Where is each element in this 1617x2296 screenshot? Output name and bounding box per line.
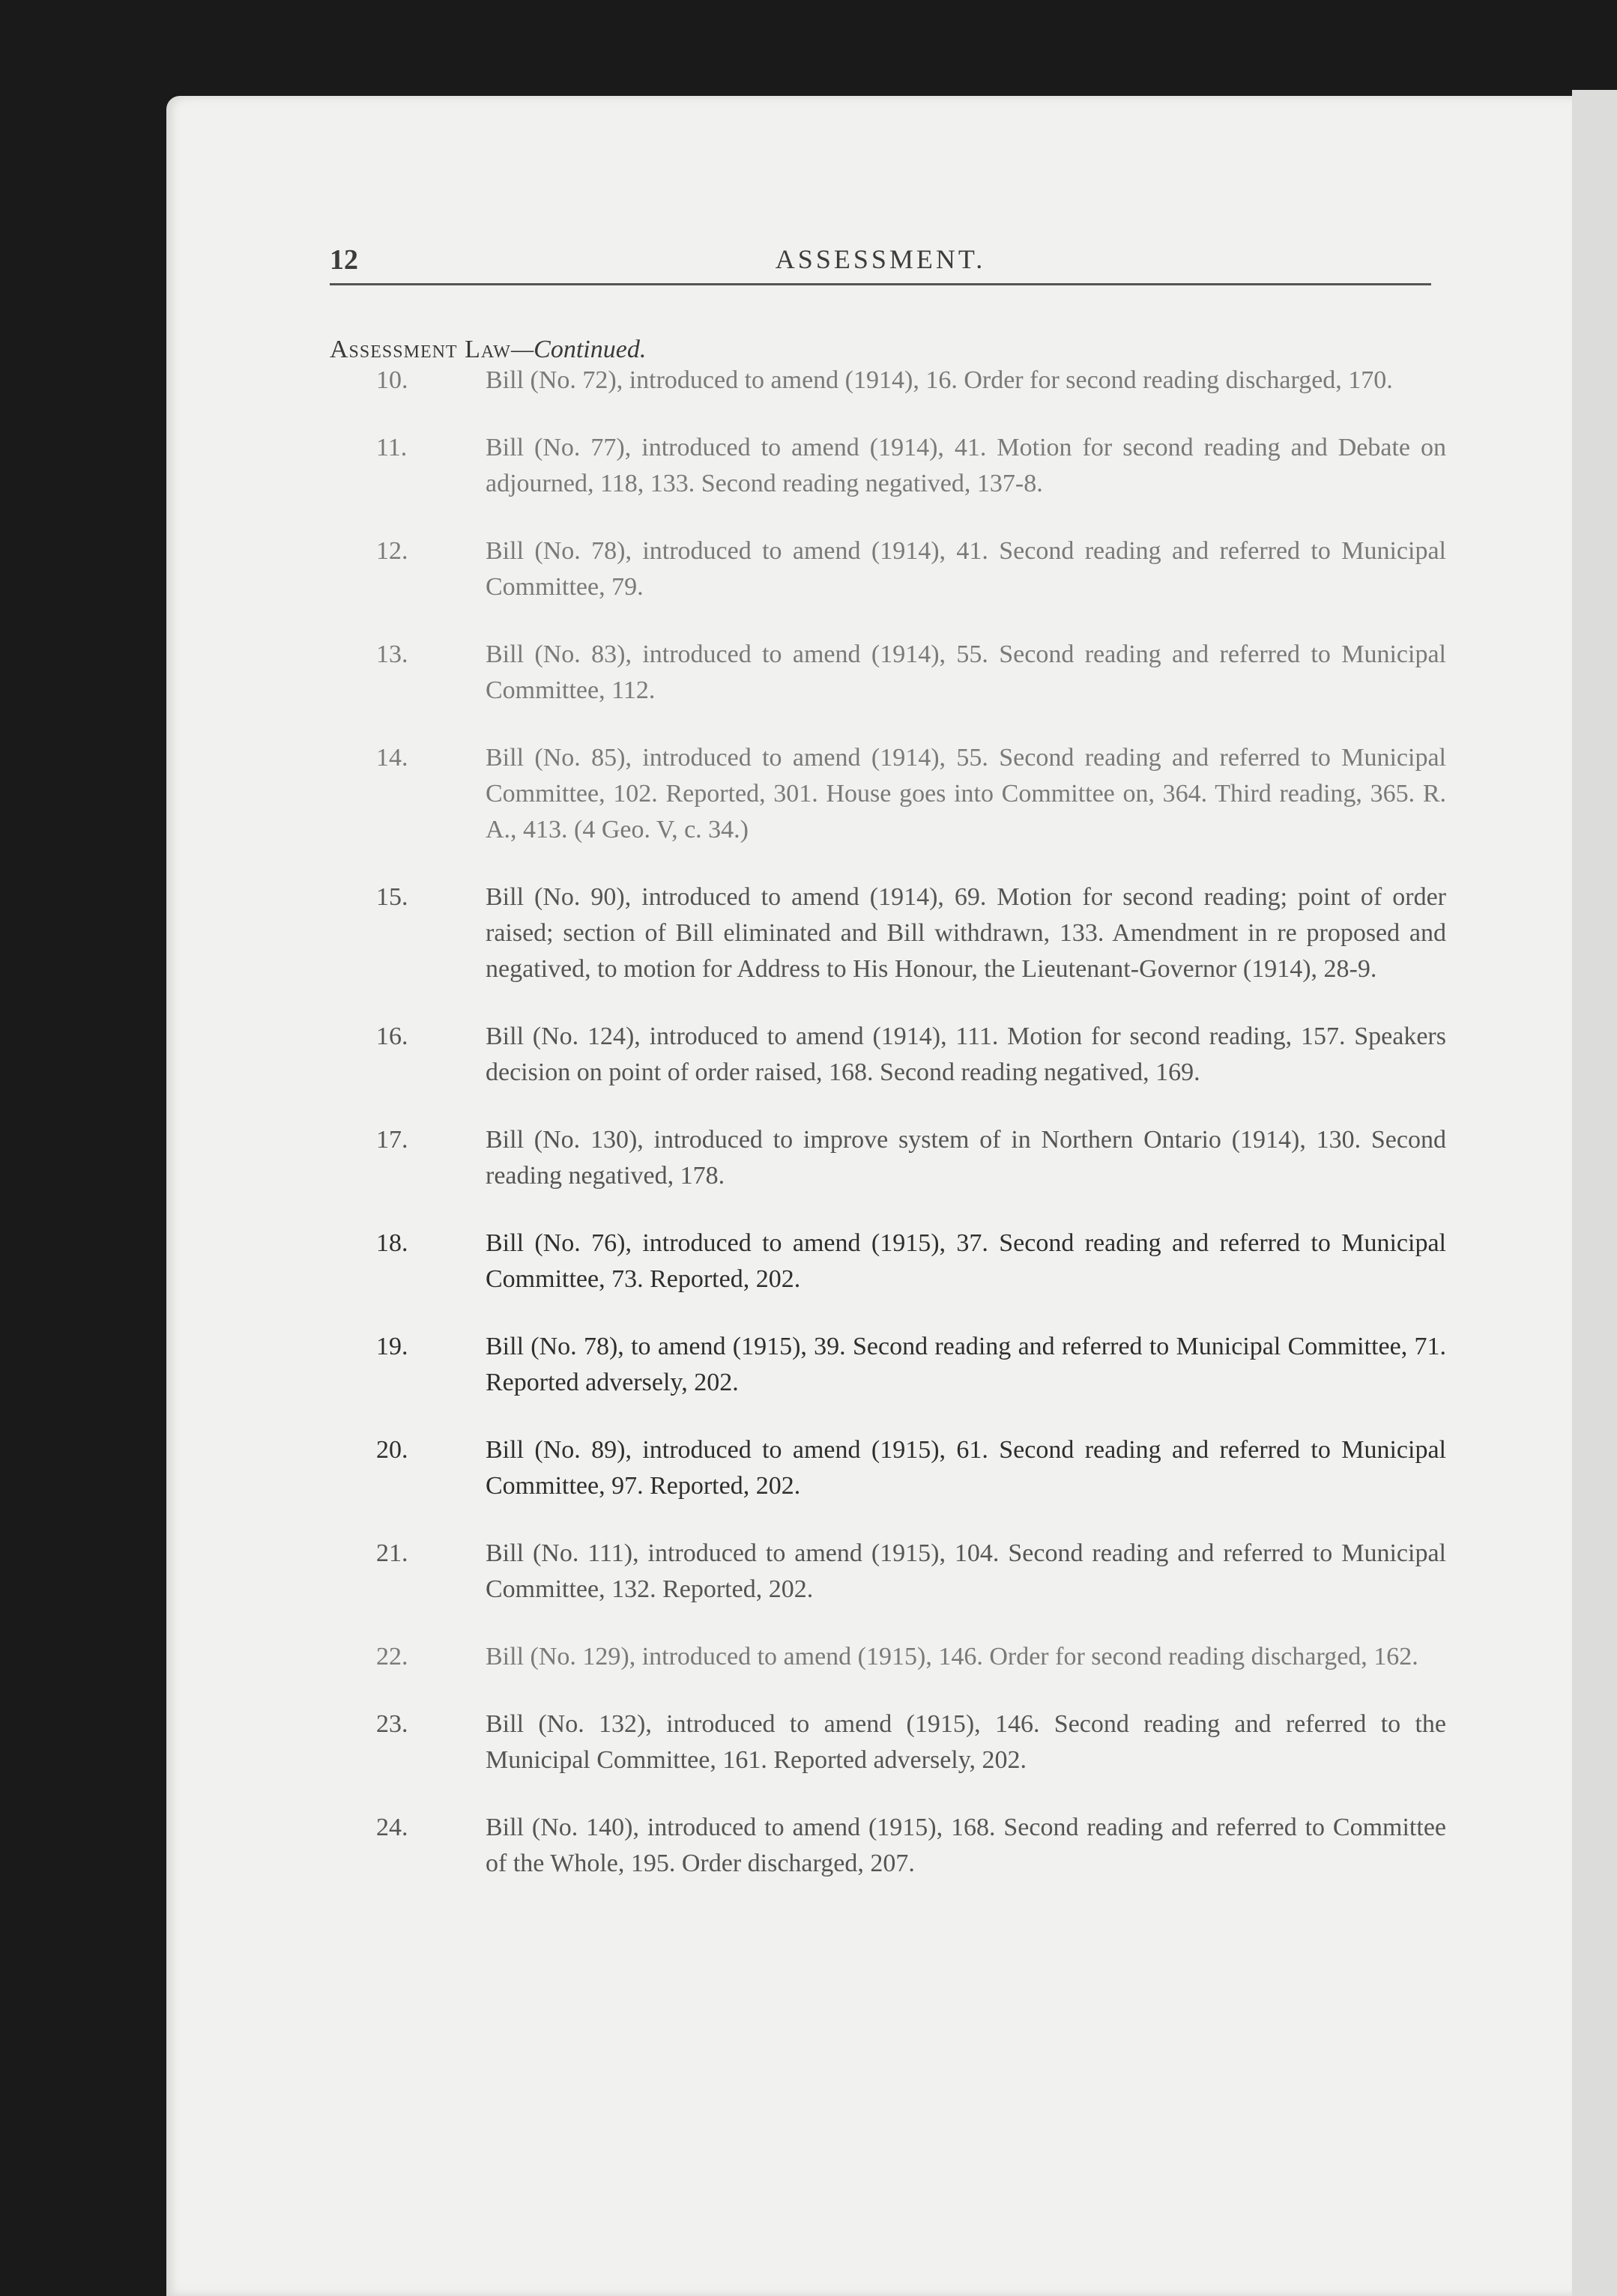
list-item — [330, 1226, 1446, 1297]
entry-text: Bill (No. 111), introduced to amend (1915), 104. Second reading and referred to Municipal Committee, 132. Reported, 202. — [486, 1539, 1446, 1603]
entry-text: Bill (No. 85), introduced to amend (1914), 55. Second reading and referred to Municipal Committee, 102. Reported, 301. House goes into Committee on, 364. Third reading, 365. R. A., 413. (4 Geo. V, c. 34.) — [486, 744, 1446, 843]
entry-number: 14. — [376, 744, 408, 772]
entry-text: Bill (No. 78), to amend (1915), 39. Second reading and referred to Municipal Committee, 71. Reported adversely, 202. — [486, 1333, 1446, 1396]
entry-text: Bill (No. 76), introduced to amend (1915), 37. Second reading and referred to Municipal Committee, 73. Reported, 202. — [486, 1229, 1446, 1293]
list-item — [330, 1706, 1446, 1778]
section-heading — [330, 336, 646, 364]
running-head: ASSESSMENT. — [775, 244, 986, 274]
entry-text: Bill (No. 89), introduced to amend (1915), 61. Second reading and referred to Municipal Committee, 97. Reported, 202. — [486, 1436, 1446, 1500]
entry-number: 15. — [376, 883, 408, 911]
entry-text: Bill (No. 72), introduced to amend (1914), 16. Order for second reading discharged, 170. — [486, 366, 1393, 394]
page-number: 12 — [330, 244, 358, 276]
entry-number: 24. — [376, 1814, 408, 1841]
entry-text: Bill (No. 129), introduced to amend (1915), 146. Order for second reading discharged, 162. — [486, 1643, 1418, 1670]
entry-number: 20. — [376, 1436, 408, 1464]
list-item — [330, 1122, 1446, 1194]
list-item — [330, 879, 1446, 987]
entry-number: 13. — [376, 640, 408, 668]
entry-text: Bill (No. 77), introduced to amend (1914), 41. Motion for second reading and Debate on adjourned, 118, 133. Second reading negatived, 137-8. — [486, 434, 1446, 497]
section-title: Assessment Law — [330, 336, 511, 363]
list-item — [330, 1329, 1446, 1401]
entry-text: Bill (No. 124), introduced to amend (1914), 111. Motion for second reading, 157. Speakers decision on point of order raised, 168. Second reading negatived, 169. — [486, 1023, 1446, 1086]
list-item — [330, 1432, 1446, 1504]
list-item — [330, 1639, 1446, 1675]
entry-number: 21. — [376, 1539, 408, 1567]
entry-text: Bill (No. 90), introduced to amend (1914), 69. Motion for second reading; point of order raised; section of Bill eliminated and Bill withdrawn, 133. Amendment in re proposed and negatived, to motion for Address to His Honour, the Lieutenant-Governor (1914), 28-9. — [486, 883, 1446, 983]
entry-text: Bill (No. 130), introduced to improve system of in Northern Ontario (1914), 130. Second reading negatived, 178. — [486, 1126, 1446, 1190]
list-item — [330, 1810, 1446, 1882]
list-item — [330, 533, 1446, 605]
entry-text: Bill (No. 140), introduced to amend (1915), 168. Second reading and referred to Committee of the Whole, 195. Order discharged, 207. — [486, 1814, 1446, 1877]
entry-text: Bill (No. 78), introduced to amend (1914), 41. Second reading and referred to Municipal Committee, 79. — [486, 537, 1446, 601]
entry-text: Bill (No. 83), introduced to amend (1914), 55. Second reading and referred to Municipal Committee, 112. — [486, 640, 1446, 704]
entry-number: 18. — [376, 1229, 408, 1257]
entry-number: 23. — [376, 1710, 408, 1738]
entry-number: 11. — [376, 434, 408, 461]
entry-number: 12. — [376, 537, 408, 565]
entry-text: Bill (No. 132), introduced to amend (1915), 146. Second reading and referred to the Municipal Committee, 161. Reported adversely, 202. — [486, 1710, 1446, 1774]
entry-list — [330, 363, 1446, 1913]
entry-number: 22. — [376, 1643, 408, 1670]
page-header — [330, 243, 1431, 288]
header-rule — [330, 283, 1431, 285]
section-continued: —Continued. — [510, 336, 647, 363]
list-item — [330, 363, 1446, 399]
page-edge — [1572, 90, 1617, 2296]
entry-number: 16. — [376, 1023, 408, 1050]
entry-number: 10. — [376, 366, 408, 394]
list-item — [330, 740, 1446, 848]
list-item — [330, 430, 1446, 502]
list-item — [330, 1019, 1446, 1091]
entry-number: 19. — [376, 1333, 408, 1360]
list-item — [330, 637, 1446, 709]
list-item — [330, 1536, 1446, 1608]
entry-number: 17. — [376, 1126, 408, 1154]
